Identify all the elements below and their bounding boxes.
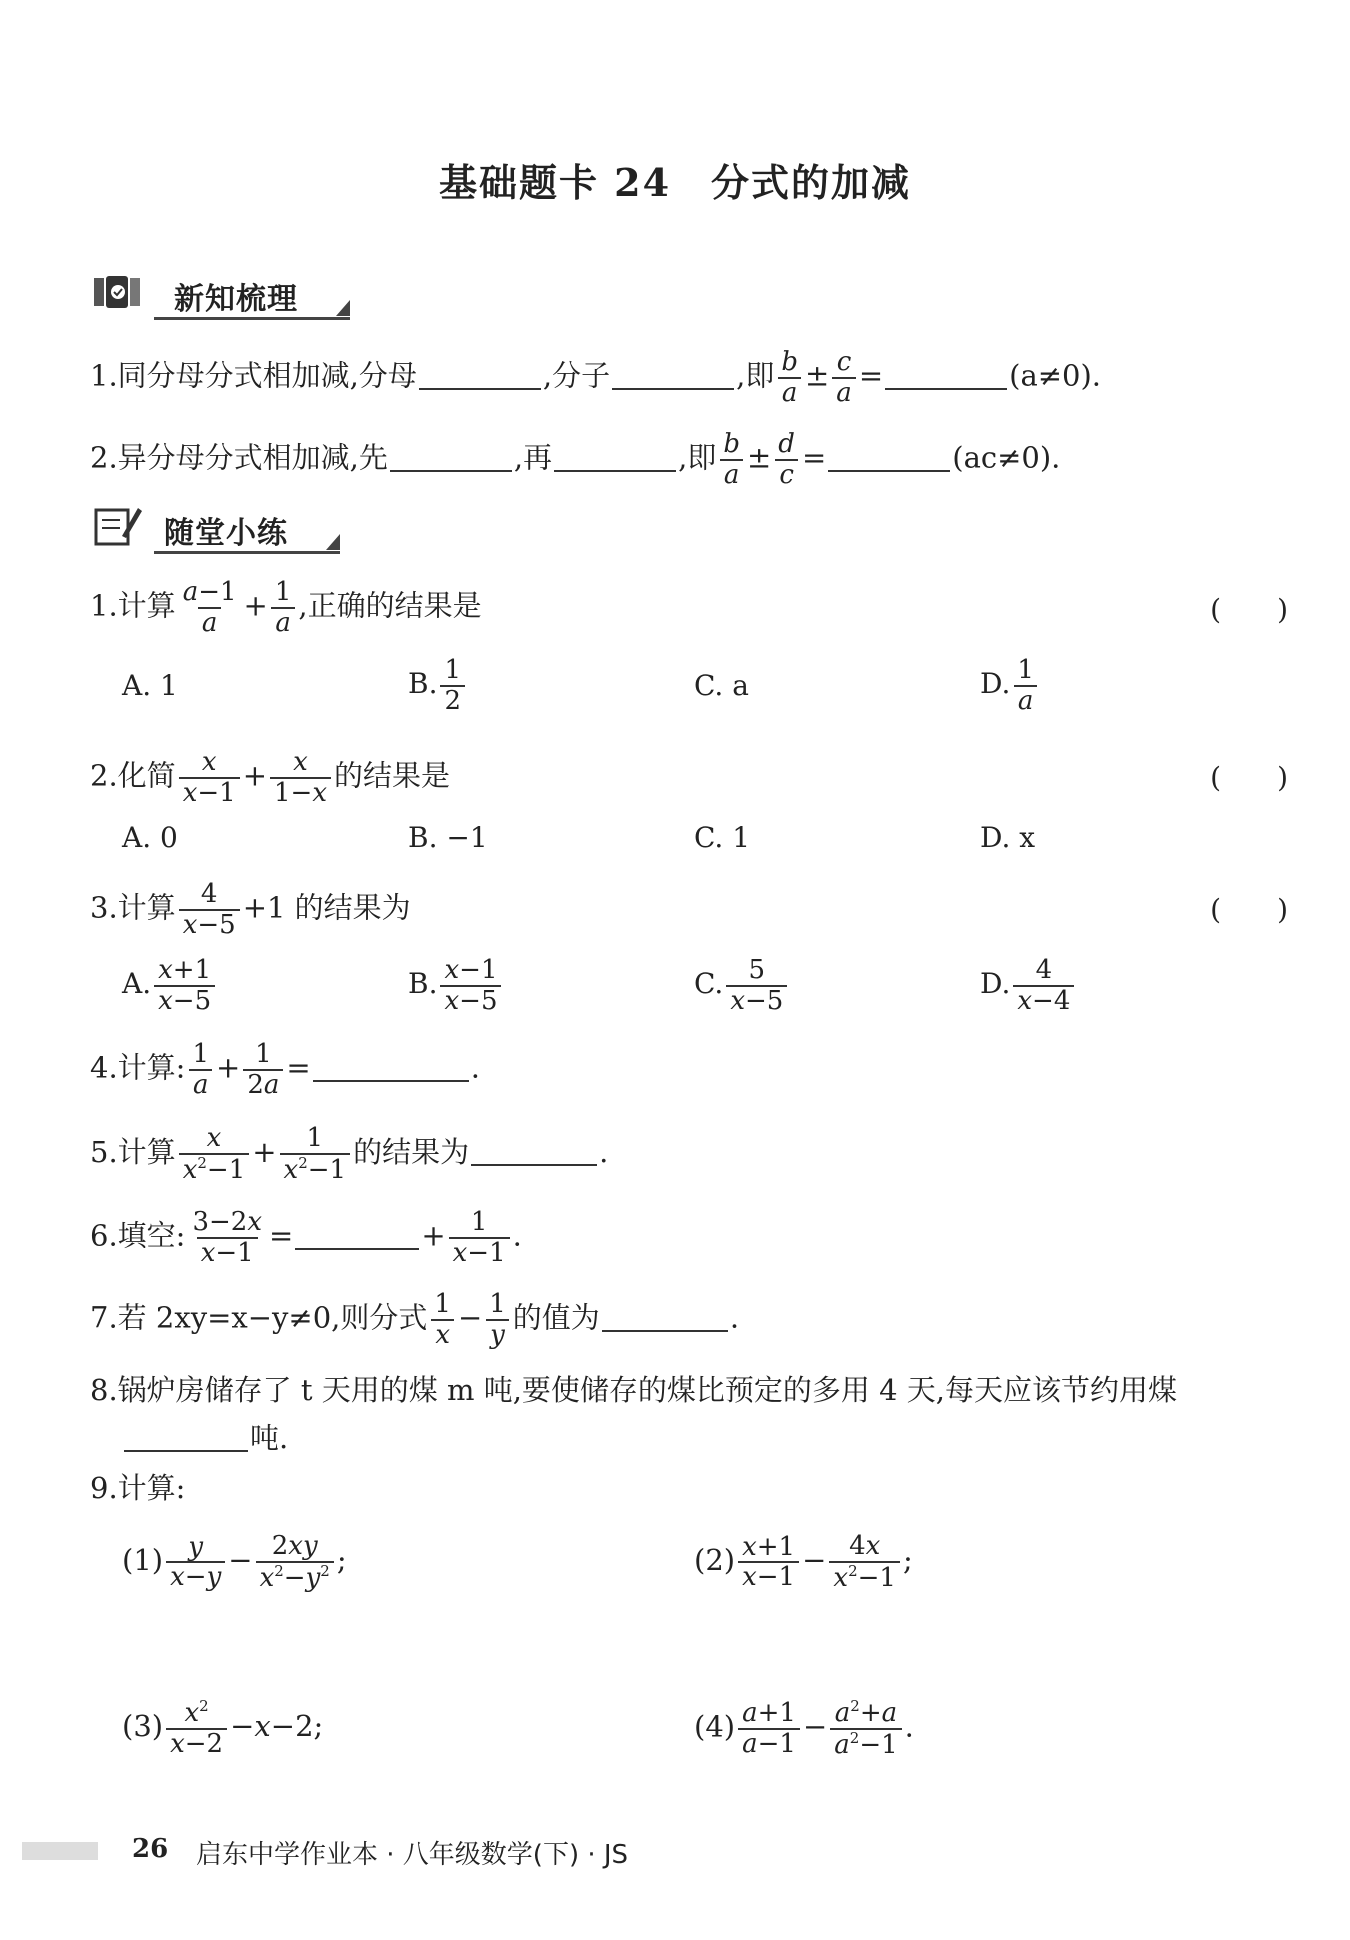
question-9: 9.计算: — [90, 1471, 186, 1505]
answer-bracket[interactable]: ( ) — [1210, 893, 1288, 926]
answer-bracket[interactable]: ( ) — [1210, 761, 1288, 794]
sub-question-4: (4) $\frac{a+1}{a-1}$ − $\frac{a^2+a}{a^2-1}$ . — [694, 1697, 914, 1760]
sub-question-3: (3) $\frac{x^2}{x-2}$ −x−2; — [122, 1697, 324, 1759]
footer-strip — [22, 1842, 98, 1860]
sub-question-1: (1) $\frac{y}{x-y}$ − $\frac{2xy}{x^2-y^2}$ ; — [122, 1531, 347, 1593]
option-c: C. $\frac{5}{x-5}$ — [694, 956, 790, 1015]
answer-bracket[interactable]: ( ) — [1210, 593, 1288, 626]
footer-text: 启东中学作业本 · 八年级数学(下) · JS — [196, 1840, 629, 1870]
writing-pad-icon — [92, 506, 150, 546]
option-d: D. x — [980, 821, 1036, 854]
question-2: 2.化简 $\frac{x}{x-1}$ + $\frac{x}{1-x}$ 的结果是 — [90, 747, 451, 808]
question-7: 7.若 2xy=x−y≠0,则分式 $\frac{1}{x}$ − $\frac{1}{y}$ 的值为 . — [90, 1289, 740, 1350]
option-c: C. a — [694, 669, 749, 702]
question-1: 1.计算 $\frac{a-1}{a}$ + $\frac{1}{a}$ ,正确的结果是 — [90, 577, 482, 638]
option-c: C. 1 — [694, 821, 751, 854]
question-4: 4.计算: $\frac{1}{a}$ + $\frac{1}{2a}$ = . — [90, 1039, 480, 1100]
question-8-line-2: 吨. — [122, 1420, 288, 1456]
option-a: A. 0 — [122, 821, 178, 854]
page-number: 26 — [132, 1834, 169, 1864]
section-new-knowledge — [92, 268, 362, 320]
section-label: 新知梳理 — [174, 282, 298, 317]
section-practice — [92, 502, 352, 554]
option-a: A. 1 — [122, 669, 178, 702]
section-label: 随堂小练 — [164, 516, 288, 551]
question-8: 8.锅炉房储存了 t 天用的煤 m 吨,要使储存的煤比预定的多用 4 天,每天应该节约用煤 — [90, 1373, 1178, 1407]
knowledge-item-1: 1.同分母分式相加减,分母 ,分子 ,即 $\frac{b}{a}$ ± $\frac{c}{a}$ = (a≠0). — [90, 347, 1102, 408]
option-b: B. $\frac{x-1}{x-5}$ — [408, 956, 504, 1015]
question-3: 3.计算 $\frac{4}{x-5}$ +1 的结果为 — [90, 879, 411, 940]
question-5: 5.计算 $\frac{x}{x^2-1}$ + $\frac{1}{x^2-1}$ 的结果为 . — [90, 1123, 609, 1185]
option-b: B. $\frac{1}{2}$ — [408, 656, 468, 715]
knowledge-item-2: 2.异分母分式相加减,先 ,再 ,即 $\frac{b}{a}$ ± $\frac{d}{c}$ = (ac≠0). — [90, 429, 1061, 490]
option-a: A. $\frac{x+1}{x-5}$ — [122, 956, 218, 1015]
option-d: D. $\frac{4}{x-4}$ — [980, 956, 1077, 1015]
notebook-icon — [92, 272, 150, 312]
question-6: 6.填空: $\frac{3-2x}{x-1}$ = + $\frac{1}{x-1}$ . — [90, 1207, 522, 1268]
page-title: 基础题卡 24 分式的加减 — [438, 160, 912, 205]
sub-question-2: (2) $\frac{x+1}{x-1}$ − $\frac{4x}{x^2-1}$ ; — [694, 1531, 913, 1593]
option-b: B. −1 — [408, 821, 488, 854]
option-d: D. $\frac{1}{a}$ — [980, 656, 1041, 715]
